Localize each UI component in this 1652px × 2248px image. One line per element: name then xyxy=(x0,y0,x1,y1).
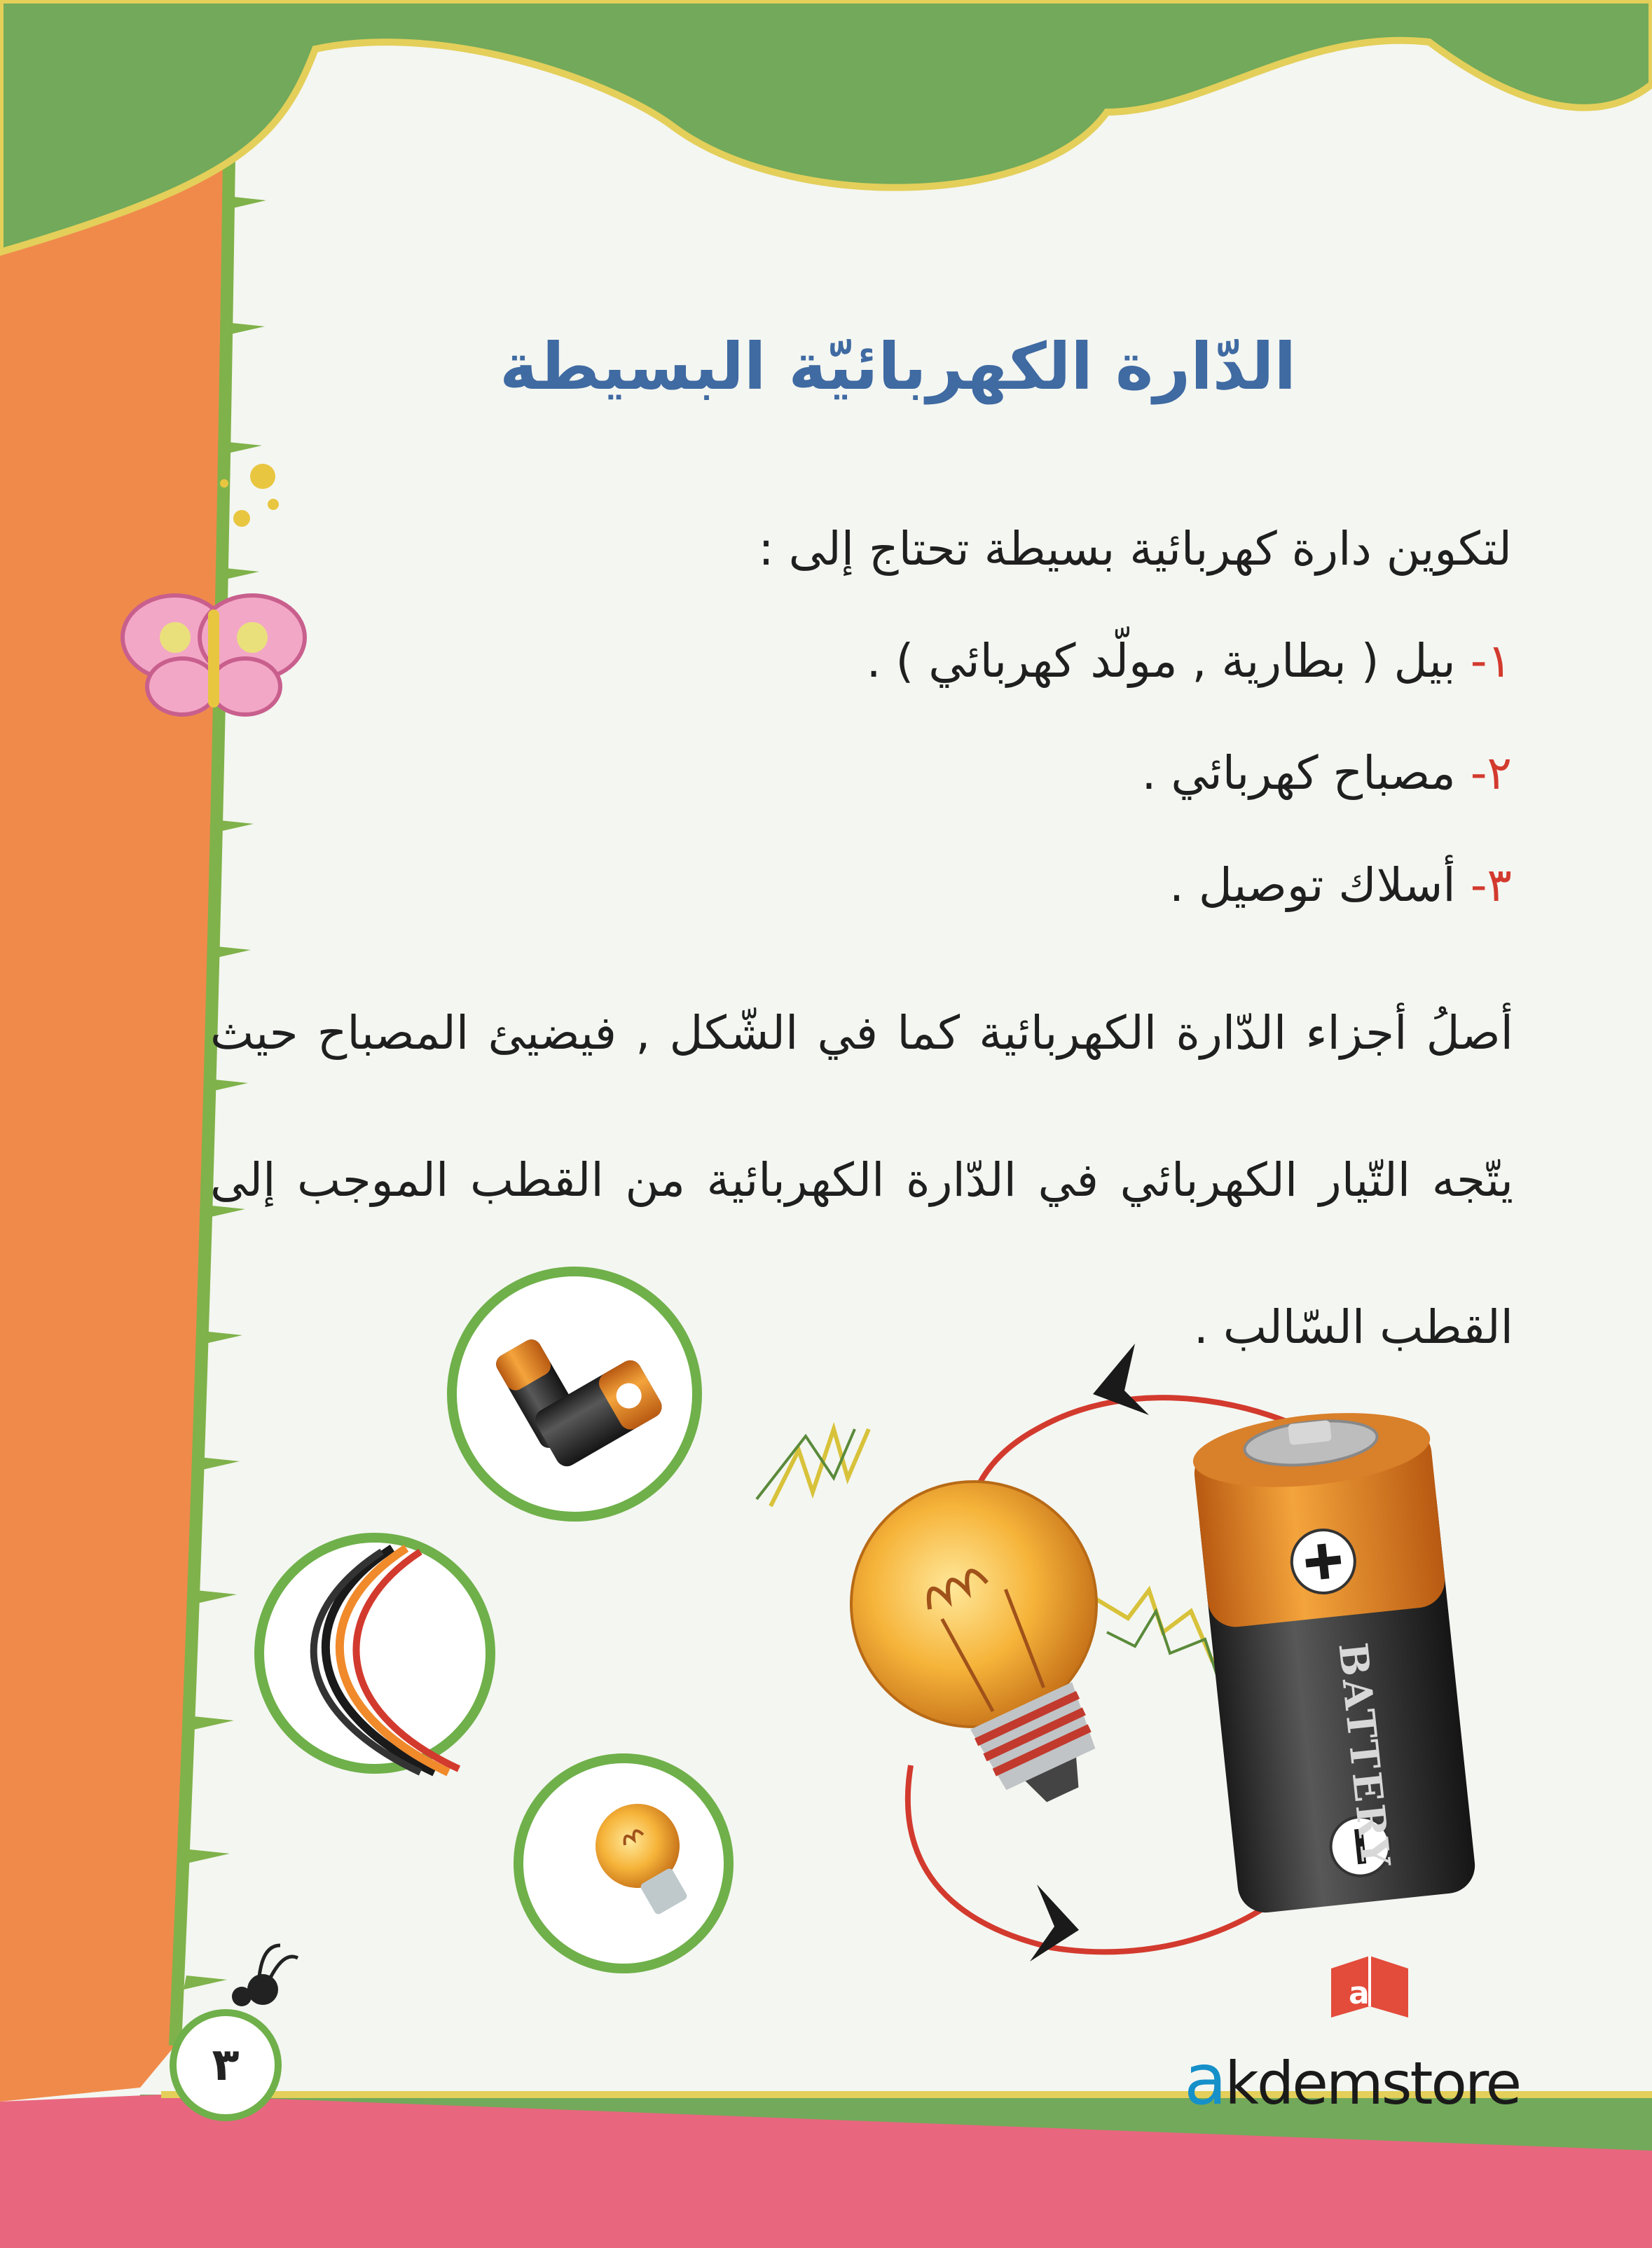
akdemstore-logo-text xyxy=(1184,2039,1520,2121)
logo-initial: a xyxy=(1184,2039,1225,2121)
page-number: ٣ xyxy=(170,2009,282,2121)
butterfly-illustration xyxy=(123,595,305,715)
list-number: ١- xyxy=(1470,634,1512,688)
intro-text: لتكوين دارة كهربائية بسيطة تحتاج إلى : xyxy=(758,522,1512,576)
list-item xyxy=(1141,746,1512,800)
list-item xyxy=(867,634,1512,688)
battery-brand-label: BATTERY xyxy=(1329,1640,1399,1872)
explanation-paragraph: أصلُ أجزاء الدّارة الكهربائية كما في الشّكل , فيضيئ المصباح حيث يتّجه التّيار الكهربائي في الدّارة الكهربائية من القطب الموجب إلى القطب السّالب . xyxy=(210,1006,1513,1354)
list-text: بيل ( بطارية , مولّد كهربائي ) . xyxy=(866,634,1456,688)
svg-text:a: a xyxy=(1349,1975,1370,2011)
list-item xyxy=(1169,858,1512,912)
wires-circle xyxy=(259,1538,490,1772)
list-number: ٢- xyxy=(1470,746,1512,800)
logo-rest: kdemstore xyxy=(1225,2049,1520,2118)
list-text: أسلاك توصيل . xyxy=(1169,858,1456,912)
page-title: الدّارة الكهربائيّة البسيطة xyxy=(500,329,1296,404)
list-text: مصباح كهربائي . xyxy=(1141,746,1456,800)
list-number: ٣- xyxy=(1470,858,1512,912)
bulb-circle xyxy=(518,1758,729,1968)
